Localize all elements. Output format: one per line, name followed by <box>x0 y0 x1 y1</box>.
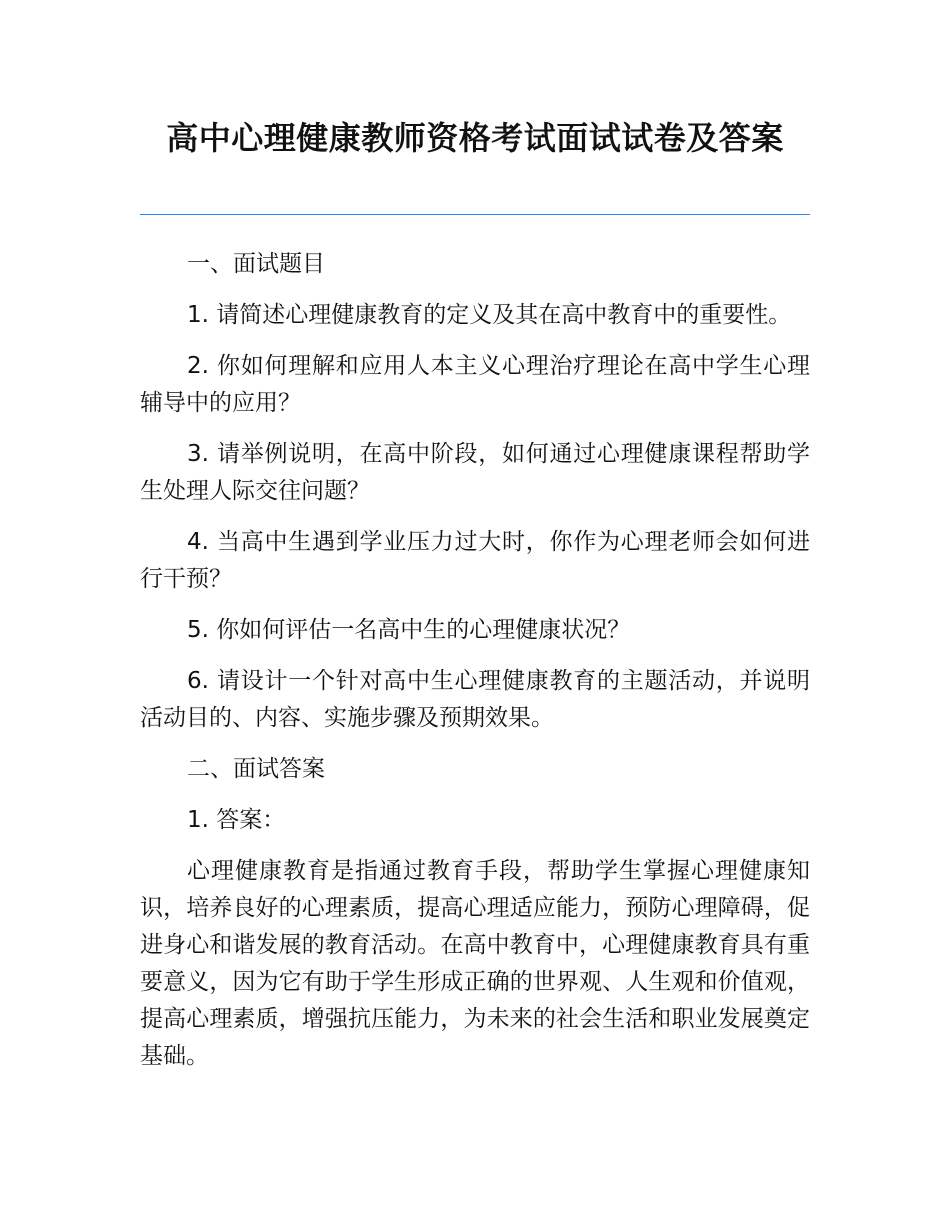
question-5: 5. 你如何评估一名高中生的心理健康状况？ <box>187 617 631 643</box>
question-3: 3. 请举例说明，在高中阶段，如何通过心理健康课程帮助学生处理人际交往问题？ <box>140 441 810 504</box>
title-divider <box>140 214 810 215</box>
section-heading-questions: 一、面试题目 <box>187 251 325 277</box>
question-2: 2. 你如何理解和应用人本主义心理治疗理论在高中学生心理辅导中的应用？ <box>140 353 810 416</box>
document-body <box>140 246 810 1089</box>
question-6: 6. 请设计一个针对高中生心理健康教育的主题活动，并说明活动目的、内容、实施步骤及预期效果。 <box>140 668 810 731</box>
question-1: 1. 请简述心理健康教育的定义及其在高中教育中的重要性。 <box>187 302 792 328</box>
section-heading-answers: 二、面试答案 <box>187 756 325 782</box>
question-4: 4. 当高中生遇到学业压力过大时，你作为心理老师会如何进行干预？ <box>140 529 810 592</box>
answer-1-text: 心理健康教育是指通过教育手段，帮助学生掌握心理健康知识，培养良好的心理素质，提高心理适应能力，预防心理障碍，促进身心和谐发展的教育活动。在高中教育中，心理健康教育具有重要意义，因为它有助于学生形成正确的世界观、人生观和价值观，提高心理素质，增强抗压能力，为未来的社会生活和职业发展奠定基础。 <box>140 858 810 1069</box>
answer-1-label: 1. 答案： <box>187 807 286 833</box>
document-title: 高中心理健康教师资格考试面试试卷及答案 <box>166 119 784 157</box>
